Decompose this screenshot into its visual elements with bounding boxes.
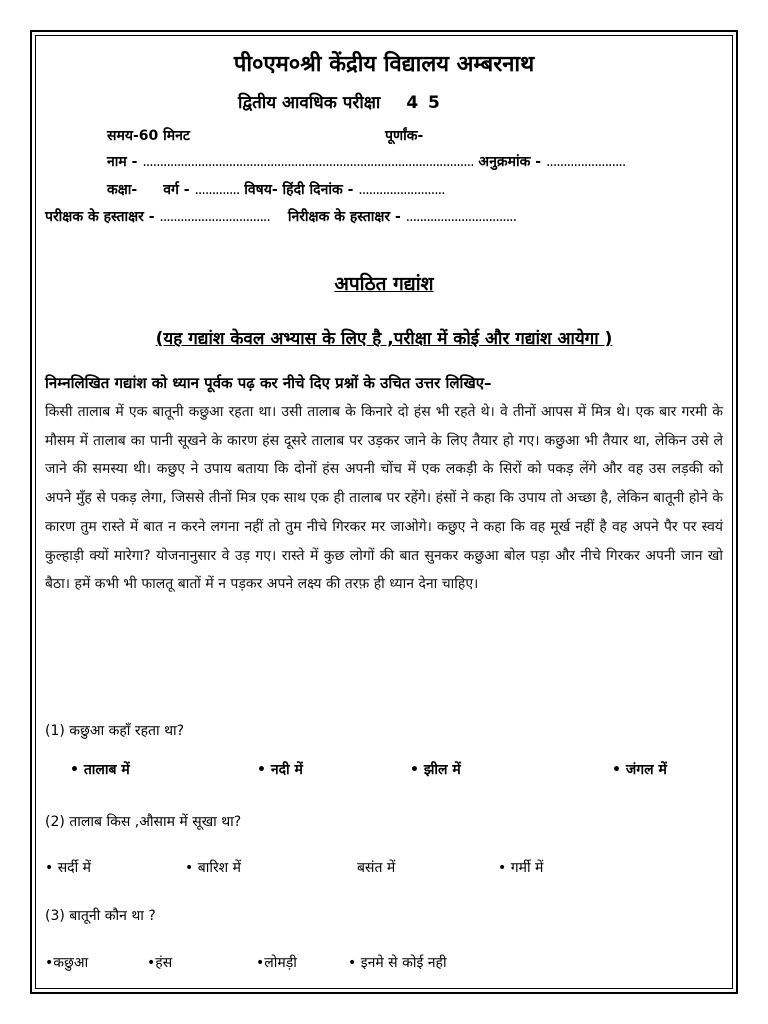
q1-option-2: • नदी में [257, 762, 303, 778]
examiner-sign-label: परीक्षक के हस्ताक्षर - [45, 209, 155, 225]
q1-option-1: • तालाब में [70, 762, 130, 778]
question-1: (1) कछुआ कहाँ रहता था? [45, 723, 185, 739]
q1-option-4: • जंगल में [612, 762, 667, 778]
date-blank: ......................... [358, 182, 445, 198]
marks-field: पूर्णांक- [385, 128, 424, 144]
examiner-sign-blank: ................................ [159, 209, 270, 225]
roll-label: अनुक्रमांक - [478, 154, 542, 170]
invigilator-sign-label: निरीक्षक के हस्ताक्षर - [287, 209, 401, 225]
class-label: कक्षा- [107, 182, 138, 198]
instruction: निम्नलिखित गद्यांश को ध्यान पूर्वक पढ़ कर नीचे दिए प्रश्नों के उचित उत्तर लिखिए– [45, 374, 492, 392]
signature-line [45, 207, 516, 226]
question-3: (3) बातूनी कौन था ? [45, 908, 156, 924]
question-2: (2) तालाब किस ,औसाम में सूखा था? [45, 814, 242, 830]
roll-blank: ....................... [545, 154, 626, 170]
q2-option-1: • सर्दी में [45, 860, 92, 876]
name-label: नाम - [107, 154, 138, 170]
name-line [107, 152, 625, 171]
section-label: वर्ग - [163, 182, 190, 198]
time-field: समय-60 मिनट [107, 128, 190, 144]
exam-numbers: 4 5 [406, 93, 442, 113]
name-blank: ................................................................................................ [142, 154, 474, 170]
invigilator-sign-blank: ................................ [405, 209, 517, 225]
q3-option-4: • इनमे से कोई नही [348, 955, 447, 971]
q2-option-3: बसंत में [357, 860, 396, 876]
q3-option-3: •लोमड़ी [256, 955, 297, 971]
q3-option-2: •हंस [147, 955, 173, 971]
class-line [107, 180, 445, 199]
q2-option-2: • बारिश में [185, 860, 242, 876]
school-title: पी०एम०श्री केंद्रीय विद्यालय अम्बरनाथ [233, 52, 535, 77]
section-blank: ............. [194, 182, 240, 198]
exam-name: द्वितीय आवधिक परीक्षा [238, 93, 381, 113]
q1-option-3: • झील में [410, 762, 461, 778]
passage: किसी तालाब में एक बातूनी कछुआ रहता था। उसी तालाब के किनारे दो हंस भी रहते थे। वे तीनों आपस में मित्र थे। एक बार गरमी के मौसम में तालाब का पानी सूखने के कारण हंस दूसरे तालाब पर उड़कर जाने के लिए तैयार हो गए। कछुआ भी तैयार था, लेकिन उसे ले जाने की समस्या थी। कछुए ने उपाय बताया कि दोनों हंस अपनी चोंच में एक लकड़ी के सिरों को पकड़ लेंगे और वह उस लड़की को अपने मुँह से पकड़ लेगा, जिससे तीनों मित्र एक साथ एक ही तालाब पर रहेंगे। हंसों ने कहा कि उपाय तो अच्छा है, लेकिन बातूनी होने के कारण तुम रास्ते में बात न करने लगना नहीं तो तुम नीचे गिरकर मर जाओगे। कछुए ने कहा कि वह मूर्ख नहीं है वह अपने पैर पर स्वयं कुल्हाड़ी क्यों मारेगा? योजनानुसार वे उड़ गए। रास्ते में कुछ लोगों की बात सुनकर कछुआ बोल पड़ा और नीचे गिरकर अपनी जान खो बैठा। हमें कभी भी फालतू बातों में न पड़कर अपने लक्ष्य की तरफ़ ही ध्यान देना चाहिए। [45, 404, 723, 593]
exam-title [238, 90, 442, 113]
section-heading: अपठित गद्यांश [334, 273, 434, 295]
date-label: दिनांक - [309, 182, 354, 198]
q2-option-4: • गर्मी में [498, 860, 544, 876]
q3-option-1: •कछुआ [45, 955, 89, 971]
practice-note: (यह गद्यांश केवल अभ्यास के लिए है ,परीक्षा में कोई और गद्यांश आयेगा ) [155, 329, 613, 349]
subject-label: विषय- हिंदी [244, 182, 305, 198]
